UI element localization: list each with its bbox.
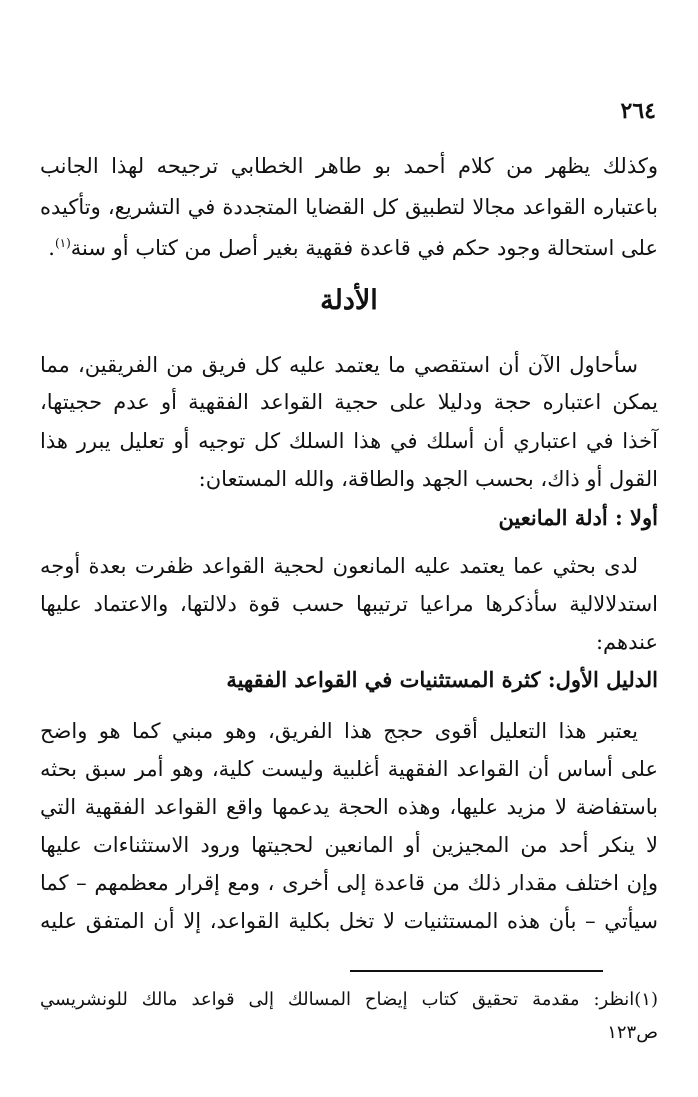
footnote-line-2: ص١٢٣ — [607, 1022, 658, 1043]
paragraph-2-line-4: القول أو ذاك، بحسب الجهد والطاقة، والله المستعان: — [198, 467, 658, 491]
paragraph-4-line-2: على أساس أن القواعد الفقهية أغلبية وليست كلية، وهو أمر سبق بحثه — [40, 757, 658, 781]
footnote-line-1: (١)انظر: مقدمة تحقيق كتاب إيضاح المسالك إلى قواعد مالك للونشريسي — [40, 989, 658, 1010]
paragraph-2-line-1: سأحاول الآن أن استقصي ما يعتمد عليه كل فريق من الفريقين، مما — [40, 353, 638, 377]
paragraph-4-line-3: باستفاضة لا مزيد عليها، وهذه الحجة يدعمها واقع القواعد الفقهية التي — [40, 795, 658, 819]
footnote-reference: (١) — [54, 236, 71, 250]
paragraph-2-line-3: آخذا في اعتباري أن أسلك في هذا السلك كل توجيه أو تعليل يبرر هذا — [40, 429, 658, 453]
paragraph-1-end-mark: . — [48, 236, 55, 260]
paragraph-4-line-1: يعتبر هذا التعليل أقوى حجج هذا الفريق، وهو مبني كما هو واضح — [40, 719, 638, 743]
paragraph-4-line-4: لا ينكر أحد من المجيزين أو المانعين لحجيتها ورود الاستثناءات عليها — [40, 833, 658, 857]
paragraph-1-line-2: باعتباره القواعد مجالا لتطبيق كل القضايا المتجددة في التشريع، وتأكيده — [40, 195, 658, 219]
paragraph-1-line-1: وكذلك يظهر من كلام أحمد بو طاهر الخطابي ترجيحه لهذا الجانب — [40, 154, 658, 178]
footnote-separator — [350, 970, 603, 972]
subheading-opponents-evidence: أولا : أدلة المانعين — [498, 505, 658, 530]
paragraph-1-line-3-text: على استحالة وجود حكم في قاعدة فقهية بغير أصل من كتاب أو سنة — [70, 236, 658, 260]
section-heading: الأدلة — [320, 285, 378, 316]
paragraph-4-line-5: وإن اختلف مقدار ذلك من قاعدة إلى أخرى ، ومع إقرار معظمهم – كما — [40, 871, 658, 895]
paragraph-3-line-3: عندهم: — [595, 630, 658, 654]
paragraph-3-line-2: استدلالالية سأذكرها مراعيا ترتيبها حسب قوة دلالتها، والاعتماد عليها — [40, 592, 658, 616]
paragraph-2-line-2: يمكن اعتباره حجة ودليلا على حجية القواعد الفقهية أو عدم حجيتها، — [40, 390, 658, 414]
subheading-first-evidence: الدليل الأول: كثرة المستثنيات في القواعد الفقهية — [226, 667, 658, 692]
paragraph-3-line-1: لدى بحثي عما يعتمد عليه المانعون لحجية القواعد ظفرت بعدة أوجه — [40, 554, 638, 578]
paragraph-1-line-3 — [40, 229, 658, 267]
page-number: ٢٦٤ — [620, 98, 656, 124]
paragraph-4-line-6: سيأتي – بأن هذه المستثنيات لا تخل بكلية القواعد، إلا أن المتفق عليه — [40, 909, 658, 933]
